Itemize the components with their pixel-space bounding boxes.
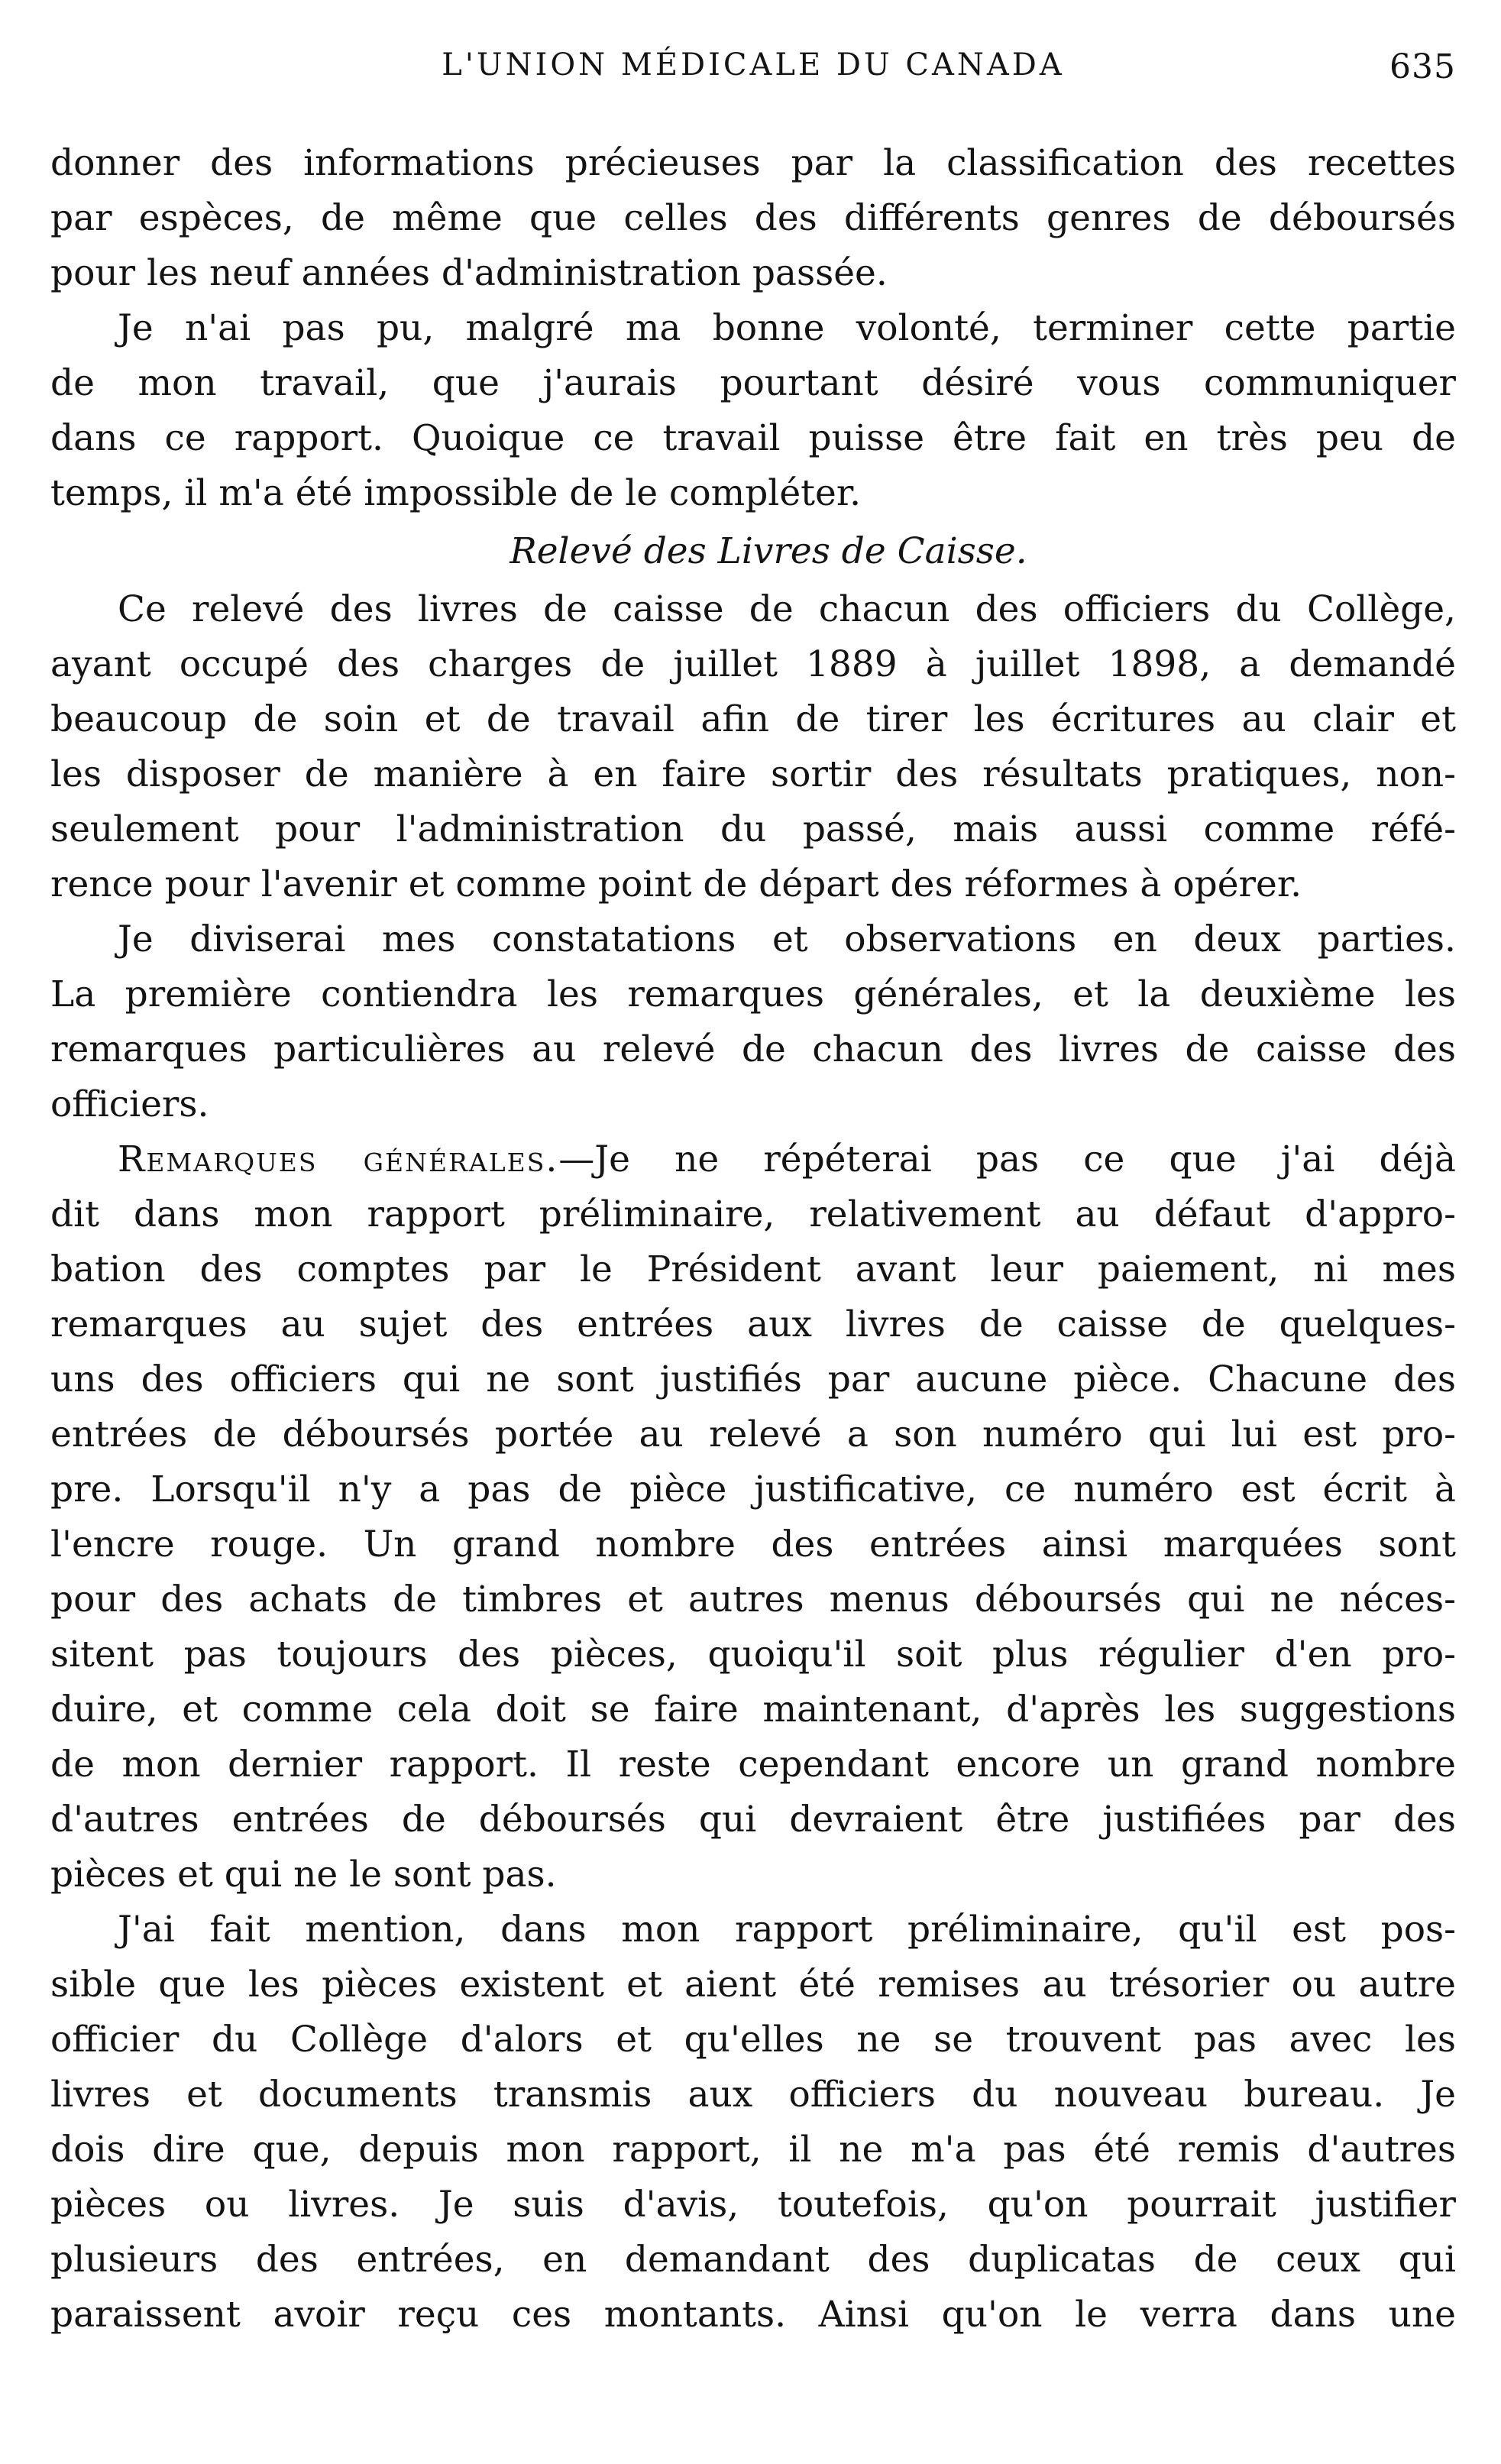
text-line: les disposer de manière à en faire sortir des résultats pratiques, non-: [50, 753, 1456, 795]
text-line: Ce relevé des livres de caisse de chacun des officiers du Collège,: [118, 588, 1456, 630]
text-line: remarques au sujet des entrées aux livres de caisse de quelques-: [50, 1303, 1456, 1345]
text-line: pour des achats de timbres et autres menus déboursés qui ne néces-: [50, 1578, 1456, 1621]
text-line: bation des comptes par le Président avant leur paiement, ni mes: [50, 1248, 1456, 1290]
text-line: seulement pour l'administration du passé, mais aussi comme réfé-: [50, 808, 1456, 850]
text-line: duire, et comme cela doit se faire maintenant, d'après les suggestions: [50, 1689, 1456, 1731]
text-line: plusieurs des entrées, en demandant des duplicatas de ceux qui: [50, 2239, 1456, 2281]
text-line: officiers.: [50, 1083, 209, 1125]
text-line: pièces ou livres. Je suis d'avis, toutefois, qu'on pourrait justifier: [50, 2184, 1456, 2226]
paragraph-4: [50, 912, 1456, 1132]
text-line: ayant occupé des charges de juillet 1889 à juillet 1898, a demandé: [50, 643, 1456, 685]
run-in-heading: Remarques générales.: [118, 1138, 559, 1180]
text-run: —Je ne répéterai pas ce que j'ai déjà: [558, 1138, 1456, 1180]
text-line: d'autres entrées de déboursés qui devraient être justifiées par des: [50, 1799, 1456, 1841]
text-line: de mon travail, que j'aurais pourtant désiré vous communiquer: [50, 362, 1456, 404]
running-head: L'UNION MÉDICALE DU CANADA: [442, 47, 1065, 83]
page-number: 635: [1389, 47, 1456, 86]
text-line: par espèces, de même que celles des différents genres de déboursés: [50, 197, 1456, 239]
text-line: pour les neuf années d'administration passée.: [50, 252, 888, 294]
text-line: Je diviserai mes constatations et observations en deux parties.: [118, 918, 1456, 960]
text-line: La première contiendra les remarques générales, et la deuxième les: [50, 973, 1456, 1015]
text-line: beaucoup de soin et de travail afin de tirer les écritures au clair et: [50, 698, 1456, 740]
text-line: dois dire que, depuis mon rapport, il ne m'a pas été remis d'autres: [50, 2129, 1456, 2171]
text-line: entrées de déboursés portée au relevé a son numéro qui lui est pro-: [50, 1413, 1456, 1455]
text-line: uns des officiers qui ne sont justifiés par aucune pièce. Chacune des: [50, 1358, 1456, 1400]
paragraph-5: [50, 1132, 1456, 1902]
text-line: temps, il m'a été impossible de le compléter.: [50, 472, 862, 514]
text-line: remarques particulières au relevé de chacun des livres de caisse des: [50, 1028, 1456, 1070]
text-line: l'encre rouge. Un grand nombre des entrées ainsi marquées sont: [50, 1523, 1456, 1565]
text-line: sitent pas toujours des pièces, quoiqu'il soit plus régulier d'en pro-: [50, 1633, 1456, 1676]
paragraph-6: [50, 1902, 1456, 2343]
paragraph-1: [50, 136, 1456, 301]
text-line: pièces et qui ne le sont pas.: [50, 1854, 557, 1896]
text-line: paraissent avoir reçu ces montants. Ainsi qu'on le verra dans une: [50, 2294, 1456, 2336]
paragraph-3: [50, 582, 1456, 912]
body-text: [50, 136, 1456, 2343]
text-line: dans ce rapport. Quoique ce travail puisse être fait en très peu de: [50, 417, 1456, 459]
text-line: pre. Lorsqu'il n'y a pas de pièce justificative, ce numéro est écrit à: [50, 1468, 1456, 1510]
text-line: de mon dernier rapport. Il reste cependant encore un grand nombre: [50, 1744, 1456, 1786]
paragraph-2: [50, 301, 1456, 521]
section-heading: Relevé des Livres de Caisse.: [509, 530, 1027, 572]
text-line: sible que les pièces existent et aient été remises au trésorier ou autre: [50, 1964, 1456, 2006]
text-line: livres et documents transmis aux officiers du nouveau bureau. Je: [50, 2074, 1456, 2116]
text-line: rence pour l'avenir et comme point de départ des réformes à opérer.: [50, 863, 1302, 905]
text-line: J'ai fait mention, dans mon rapport préliminaire, qu'il est pos-: [118, 1909, 1456, 1951]
text-line: [50, 1132, 1456, 1187]
page-header: [50, 47, 1456, 108]
text-line: dit dans mon rapport préliminaire, relativement au défaut d'appro-: [50, 1193, 1456, 1235]
text-line: donner des informations précieuses par la classification des recettes: [50, 142, 1456, 184]
text-line: Je n'ai pas pu, malgré ma bonne volonté, terminer cette partie: [118, 307, 1456, 349]
text-line: officier du Collège d'alors et qu'elles ne se trouvent pas avec les: [50, 2019, 1456, 2061]
